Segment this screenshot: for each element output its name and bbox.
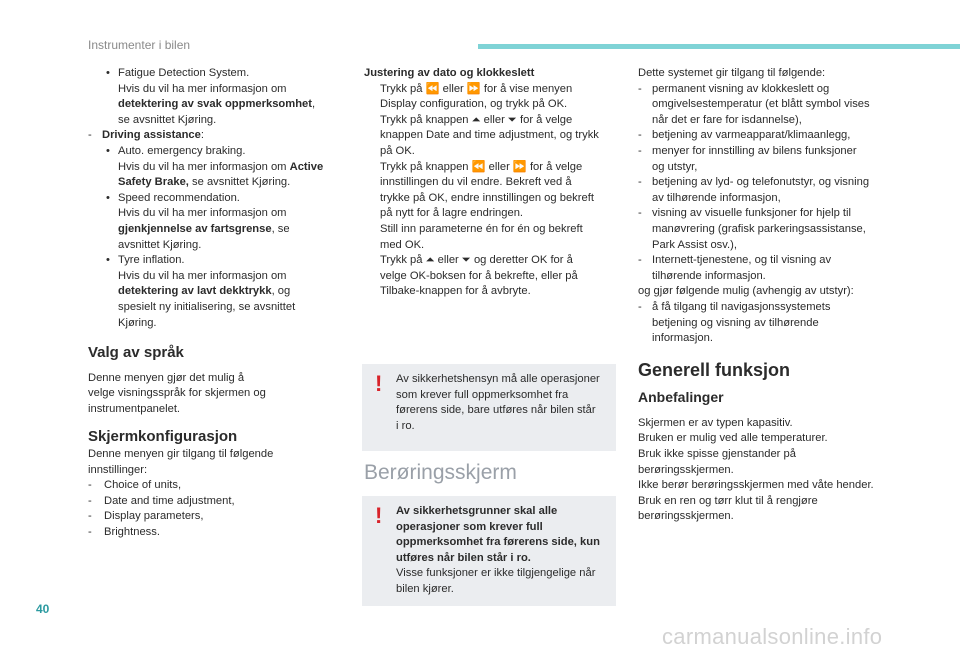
date-time-heading: Justering av dato og klokkeslett <box>364 67 535 79</box>
header-accent-bar <box>478 44 960 49</box>
safety-warning-box: ! Av sikkerhetshensyn må alle operasjoner som krever full oppmerksomhet fra førerens side, bare utføres når bilen står i ro. <box>362 364 616 451</box>
step-item: Trykk på knappen ⏪ eller ⏩ for å velge innstillingen du vil endre. Bekreft ved å trykke på OK, endre innstillingen og bekreft på nytt for å lagre endringen. <box>380 160 594 220</box>
screen-config-heading: Skjermkonfigurasjon <box>88 428 238 446</box>
list-item: - visning av visuelle funksjoner for hjelp til manøvrering (grafisk parkeringsassistanse, Park Assist osv.), <box>638 207 866 251</box>
language-text: Denne menyen gjør det mulig å velge visningsspråk for skjermen og instrumentpanelet. <box>88 371 266 415</box>
list-item: - betjening av varmeapparat/klimaanlegg, <box>638 129 851 142</box>
list-item: - Driving assistance: <box>88 129 204 142</box>
list-item: • Auto. emergency braking. Hvis du vil ha mer informasjon om Active Safety Brake, se avsnittet Kjøring. <box>106 144 324 189</box>
screen-config-list <box>88 478 350 540</box>
list-item: - permanent visning av klokkeslett og omgivelsestemperatur (et blått symbol vises når det er fare for isdannelse), <box>638 82 870 126</box>
language-heading: Valg av språk <box>88 344 184 362</box>
list-item: - Choice of units, <box>88 479 182 492</box>
list-item: - betjening av lyd- og telefonutstyr, og visning av tilhørende informasjon, <box>638 176 870 204</box>
section-header: Instrumenter i bilen <box>88 38 191 52</box>
list-item: - Brightness. <box>88 526 160 539</box>
general-function-heading: Generell funksjon <box>638 359 791 380</box>
intro-text: Dette systemet gir tilgang til følgende: <box>638 67 826 79</box>
recommendations-text: Skjermen er av typen kapasitiv. Bruken er mulig ved alle temperaturer. Bruk ikke spisse gjenstander på berøringsskjermen. Ikke berør berøringsskjermen med våte hender. Bruk en ren og tørr klut til å rengjøre berøringsskjermen. <box>638 416 874 523</box>
touchscreen-heading: Berøringsskjerm <box>364 461 517 484</box>
step-item: Trykk på ⏪ eller ⏩ for å vise menyen Display configuration, og trykk på OK. <box>380 82 573 111</box>
recommendations-heading: Anbefalinger <box>638 389 724 406</box>
step-item: Trykk på knappen ⏶ eller ⏷ for å velge knappen Date and time adjustment, og trykk på OK. <box>380 113 599 157</box>
list-item: - Display parameters, <box>88 510 204 523</box>
optional-text: og gjør følgende mulig (avhengig av utstyr): <box>638 285 854 298</box>
watermark: carmanualsonline.info <box>662 624 883 649</box>
warning-icon: ! <box>375 503 383 528</box>
list-item: - å få tilgang til navigasjonssystemets betjening og visning av tilhørende informasjon. <box>638 300 831 345</box>
list-item: • Fatigue Detection System. Hvis du vil ha mer informasjon om detektering av svak oppmerksomhet, se avsnittet Kjøring. <box>106 67 316 126</box>
list-item: - menyer for innstilling av bilens funksjoner og utstyr, <box>638 144 857 173</box>
column-right <box>638 66 900 525</box>
list-item: - Internett-tjenestene, og til visning av tilhørende informasjon. <box>638 254 832 282</box>
list-item: • Speed recommendation. Hvis du vil ha mer informasjon om gjenkjennelse av fartsgrense, se avsnittet Kjøring. <box>106 191 290 251</box>
column-middle <box>364 66 618 300</box>
step-item: Still inn parameterne én for én og bekreft med OK. <box>380 222 583 251</box>
touchscreen-warning-box: ! Av sikkerhetsgrunner skal alle operasjoner som krever full oppmerksomhet fra førerens side, kun utføres når bilen står i ro. Visse funksjoner er ikke tilgjengelige når bilen kjører. <box>362 496 616 606</box>
warning-icon: ! <box>375 371 383 396</box>
step-item: Trykk på ⏶ eller ⏷ og deretter OK for å velge OK-boksen for å bekrefte, eller på Tilbake-knappen for å avbryte. <box>380 254 578 298</box>
list-item: • Tyre inflation. Hvis du vil ha mer informasjon om detektering av lavt dekktrykk, og spesielt ny initialisering, se avsnittet Kjøring. <box>106 254 296 329</box>
screen-config-text: Denne menyen gir tilgang til følgende innstillinger: <box>88 448 274 476</box>
page-number: 40 <box>36 602 50 616</box>
column-left <box>88 66 350 541</box>
list-item: - Date and time adjustment, <box>88 494 235 507</box>
